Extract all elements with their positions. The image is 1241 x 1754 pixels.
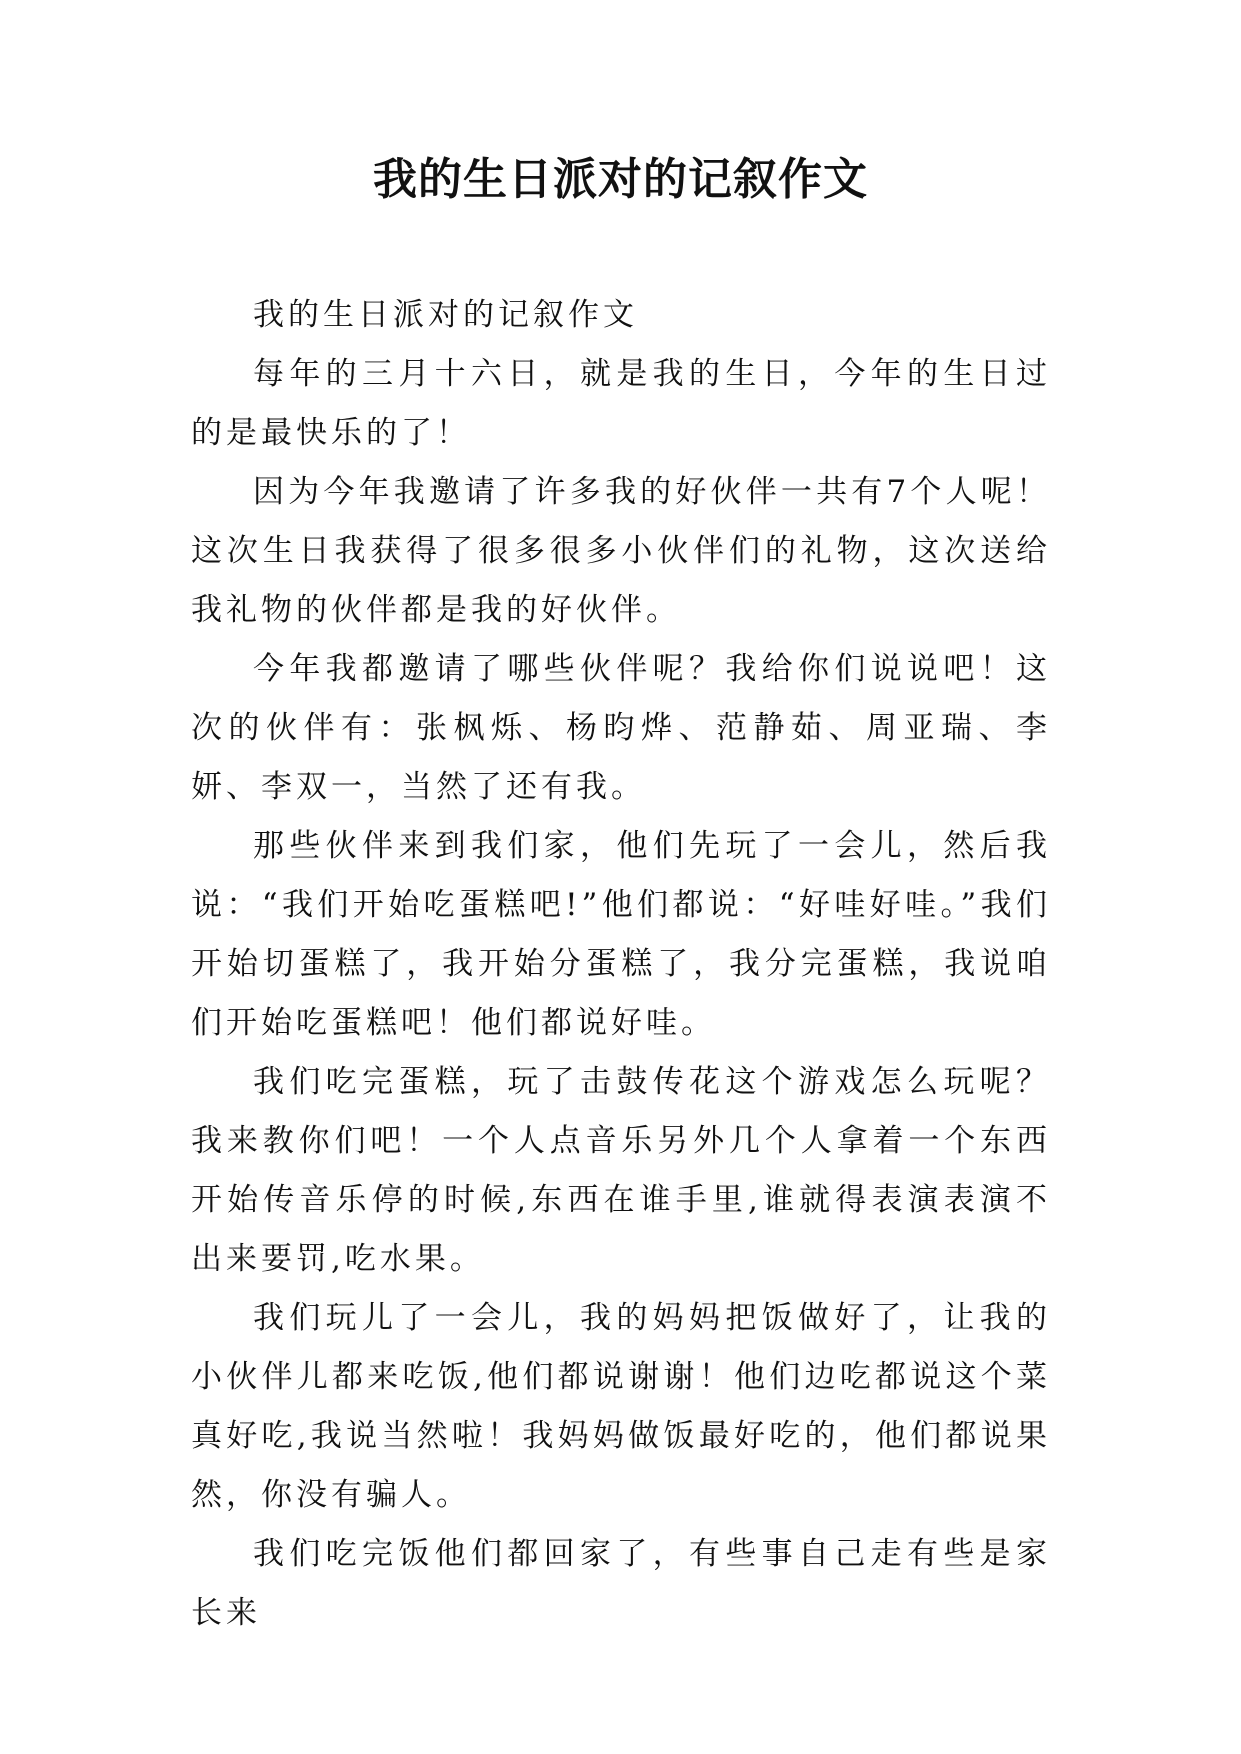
document-body: [191, 286, 1051, 1643]
paragraph: 因为今年我邀请了许多我的好伙伴一共有7个人呢！这次生日我获得了很多很多小伙伴们的礼物，这次送给我礼物的伙伴都是我的好伙伴。: [191, 474, 1051, 628]
paragraph: 我们吃完饭他们都回家了，有些事自己走有些是家长来: [191, 1536, 1051, 1631]
paragraph: 每年的三月十六日，就是我的生日，今年的生日过的是最快乐的了！: [191, 356, 1051, 451]
paragraph: 我们玩儿了一会儿，我的妈妈把饭做好了，让我的小伙伴儿都来吃饭,他们都说谢谢！他们边吃都说这个菜真好吃,我说当然啦！我妈妈做饭最好吃的，他们都说果然，你没有骗人。: [191, 1300, 1051, 1513]
paragraph: 我们吃完蛋糕，玩了击鼓传花这个游戏怎么玩呢？我来教你们吧！一个人点音乐另外几个人拿着一个东西开始传音乐停的时候,东西在谁手里,谁就得表演表演不出来要罚,吃水果。: [191, 1064, 1051, 1277]
paragraph: 那些伙伴来到我们家，他们先玩了一会儿，然后我说：“我们开始吃蛋糕吧!”他们都说：“好哇好哇。”我们开始切蛋糕了，我开始分蛋糕了，我分完蛋糕，我说咱们开始吃蛋糕吧！他们都说好哇。: [191, 828, 1051, 1041]
document-title: 我的生日派对的记叙作文: [373, 154, 868, 205]
paragraph: 今年我都邀请了哪些伙伴呢？我给你们说说吧！这次的伙伴有：张枫烁、杨昀烨、范静茹、周亚瑞、李妍、李双一，当然了还有我。: [191, 651, 1051, 805]
paragraph: 我的生日派对的记叙作文: [253, 297, 638, 333]
